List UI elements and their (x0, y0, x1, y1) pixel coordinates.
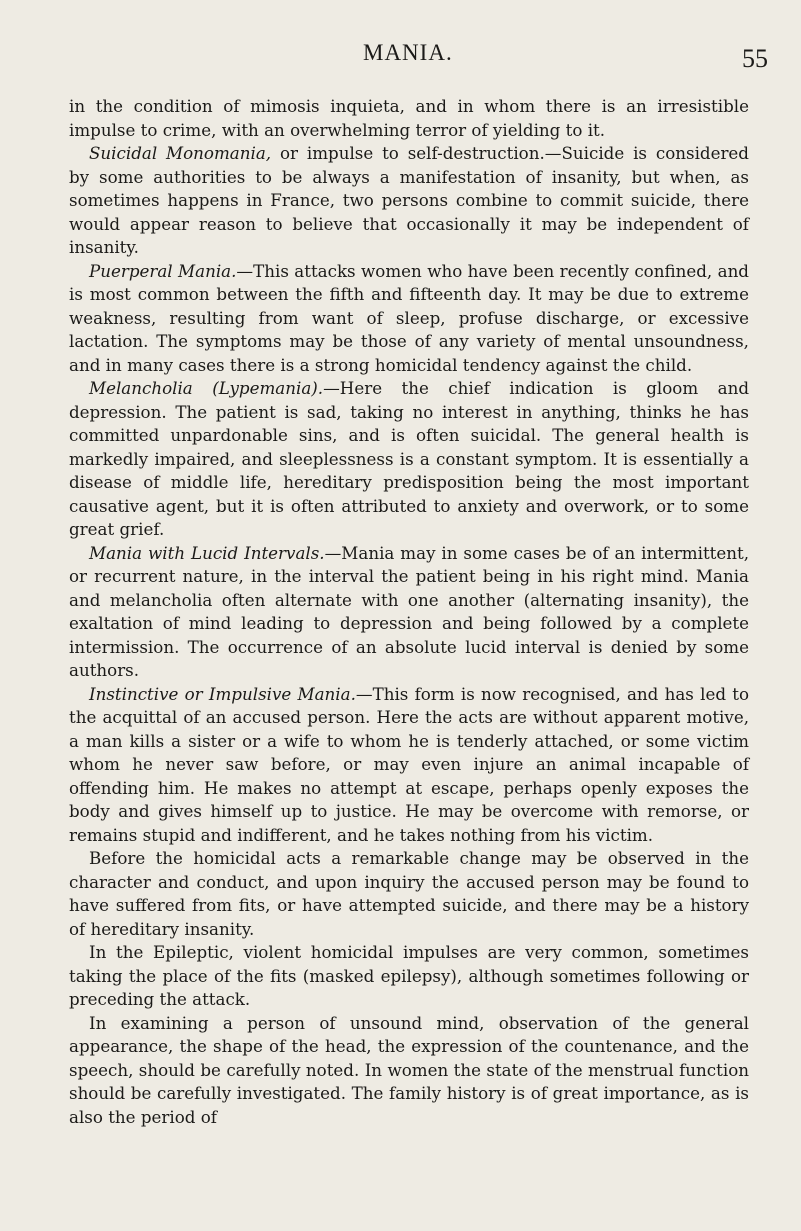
running-title: MANIA. (363, 40, 453, 65)
paragraph-lucid-intervals (69, 542, 749, 683)
paragraph-examining (69, 1012, 749, 1130)
paragraph-text: In the Epileptic, violent homicidal impulses are very common, sometimes taking the place of the fits (masked epilepsy), although sometimes following or preceding the attack. (69, 942, 749, 1009)
paragraph-text: or impulse to self-destruction.—Suicide is considered by some authorities to be always a manifestation of insanity, but when, as sometimes happens in France, two persons combine to commit suicide, there would appear reason to believe that occasionally it may be independent of insanity. (69, 143, 749, 257)
page-number: 55 (742, 44, 768, 73)
paragraph-text: In examining a person of unsound mind, observation of the general appearance, the shape of the head, the expression of the countenance, and the speech, should be carefully noted. In women the state of the menstrual function should be carefully investigated. The family history is of great importance, as is also the period of (69, 1012, 749, 1127)
paragraph-text: —Mania may in some cases be of an intermittent, or recurrent nature, in the interval the patient being in his right mind. Mania and melancholia often alternate with one another (alternating insanity), the exaltation of mind leading to depression and being followed by a complete intermission. The occurrence of an absolute lucid interval is denied by some authors. (69, 542, 749, 680)
paragraph-text: —Here the chief indication is gloom and depression. The patient is sad, taking no interest in anything, thinks he has committed unpardonable sins, and is often suicidal. The general health is markedly impaired, and sleeplessness is a constant symptom. It is essentially a disease of middle life, hereditary predisposition being the most important causative agent, but it is often attributed to anxiety and overwork, or to some great grief. (69, 378, 749, 539)
paragraph-impulsive-mania (69, 683, 749, 848)
term-heading: Suicidal Monomania, (89, 143, 272, 163)
paragraph-continuation (69, 95, 749, 142)
paragraph-puerperal-mania (69, 260, 749, 378)
paragraph-text: in the condition of mimosis inquieta, and in whom there is an irresistible impulse to crime, with an overwhelming terror of yielding to it. (69, 96, 749, 140)
paragraph-epileptic (69, 941, 749, 1012)
term-heading: Melancholia (Lypemania). (89, 378, 324, 398)
term-heading: Mania with Lucid Intervals. (89, 542, 325, 563)
paragraph-melancholia (69, 377, 749, 542)
paragraph-suicidal-monomania (69, 142, 749, 260)
body-text (69, 95, 749, 1129)
running-head (0, 40, 801, 80)
term-heading: Instinctive or Impulsive Mania. (89, 683, 356, 704)
paragraph-homicidal-acts (69, 847, 749, 941)
paragraph-text: Before the homicidal acts a remarkable change may be observed in the character and conduct, and upon inquiry the accused person may be found to have suffered from fits, or have attempted suicide, and there may be a history of hereditary insanity. (69, 848, 749, 939)
paragraph-text: —This attacks women who have been recently confined, and is most common between the fifth and fifteenth day. It may be due to extreme weakness, resulting from want of sleep, profuse discharge, or excessive lactation. The symptoms may be those of any variety of mental unsoundness, and in many cases there is a strong homicidal tendency against the child. (69, 260, 749, 375)
term-heading: Puerperal Mania. (89, 260, 237, 281)
paragraph-text: —This form is now recognised, and has led to the acquittal of an accused person. Here the acts are without apparent motive, a man kills a sister or a wife to whom he is tenderly attached, or some victim whom he never saw before, or may even injure an animal incapable of offending him. He makes no attempt at escape, perhaps openly exposes the body and gives himself up to justice. He may be overcome with remorse, or remains stupid and indifferent, and he takes nothing from his victim. (69, 683, 749, 845)
